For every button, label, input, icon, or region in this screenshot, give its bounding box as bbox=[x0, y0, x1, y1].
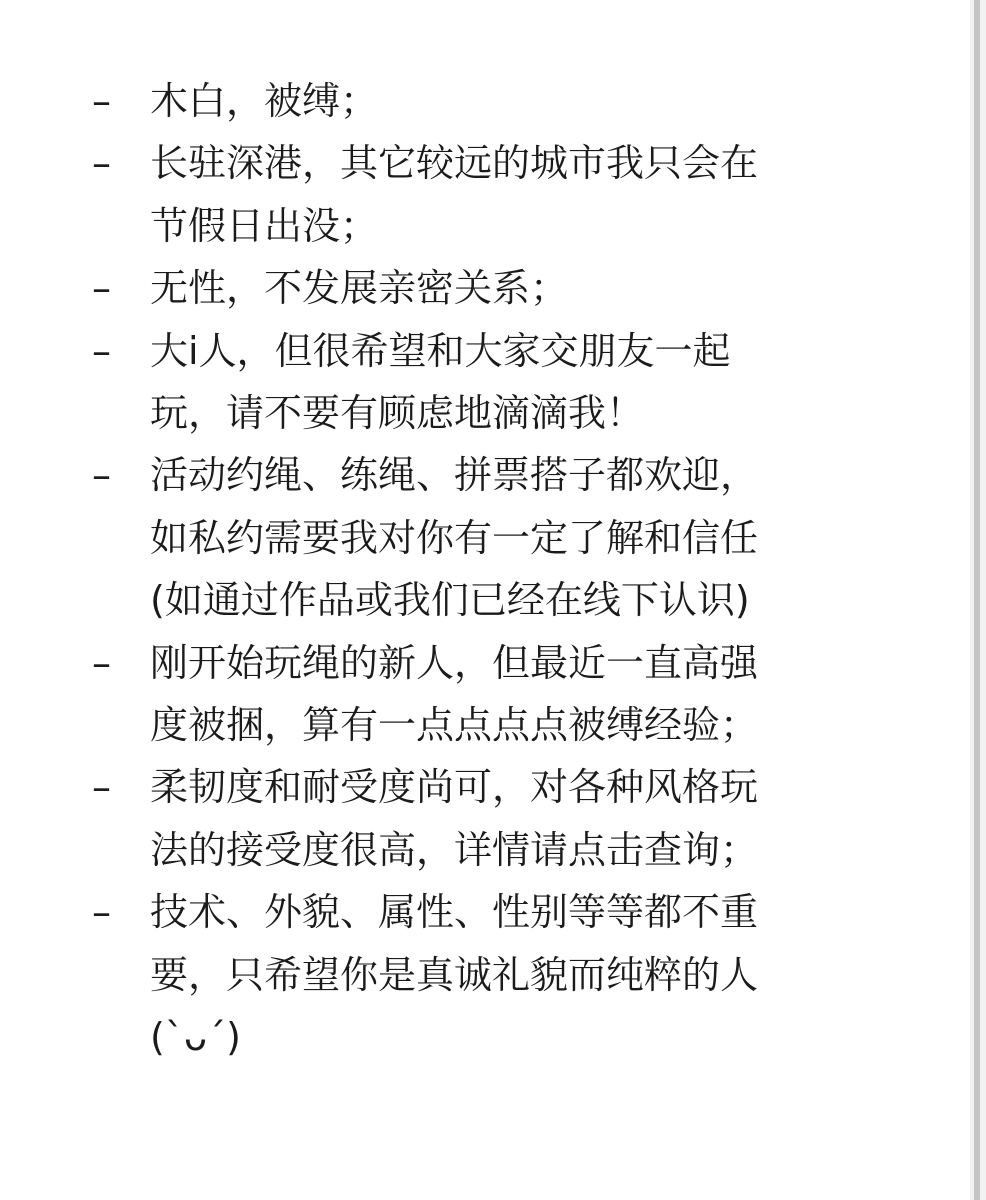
list-item-text: 大i人，但很希望和大家交朋友一起 玩，请不要有顾虑地滴滴我！ bbox=[150, 328, 731, 436]
list-item bbox=[92, 257, 912, 319]
bullet-dash: – bbox=[92, 890, 111, 935]
bullet-list bbox=[92, 70, 912, 1069]
vertical-scrollbar[interactable] bbox=[970, 0, 986, 1200]
list-item-text: 柔韧度和耐受度尚可，对各种风格玩 法的接受度很高，详情请点击查询； bbox=[150, 765, 759, 872]
list-item bbox=[92, 444, 912, 631]
list-item bbox=[92, 70, 912, 132]
list-item bbox=[92, 756, 912, 881]
bullet-dash: – bbox=[92, 328, 111, 373]
list-item-text: 活动约绳、练绳、拼票搭子都欢迎， 如私约需要我对你有一定了解和信任 (如通过作品或我们已经在线下认识) bbox=[150, 453, 759, 623]
list-item-text: 长驻深港，其它较远的城市我只会在 节假日出没； bbox=[150, 141, 759, 248]
list-item bbox=[92, 320, 912, 445]
bullet-dash: – bbox=[92, 453, 111, 498]
list-item-text: 技术、外貌、属性、性别等等都不重 要，只希望你是真诚礼貌而纯粹的人 (`ᴗ´) bbox=[150, 890, 759, 1060]
list-item-text: 刚开始玩绳的新人，但最近一直高强 度被捆，算有一点点点点被缚经验； bbox=[150, 640, 759, 748]
list-item-text: 木白，被缚； bbox=[150, 79, 379, 123]
bullet-dash: – bbox=[92, 640, 111, 685]
bullet-dash: – bbox=[92, 765, 111, 810]
list-item-text: 无性，不发展亲密关系； bbox=[150, 266, 569, 311]
list-item bbox=[92, 132, 912, 257]
list-item bbox=[92, 881, 912, 1068]
bullet-dash: – bbox=[92, 79, 111, 123]
bullet-dash: – bbox=[92, 141, 111, 186]
scrollbar-thumb[interactable] bbox=[974, 0, 980, 1200]
list-item bbox=[92, 632, 912, 757]
bullet-dash: – bbox=[92, 266, 111, 311]
